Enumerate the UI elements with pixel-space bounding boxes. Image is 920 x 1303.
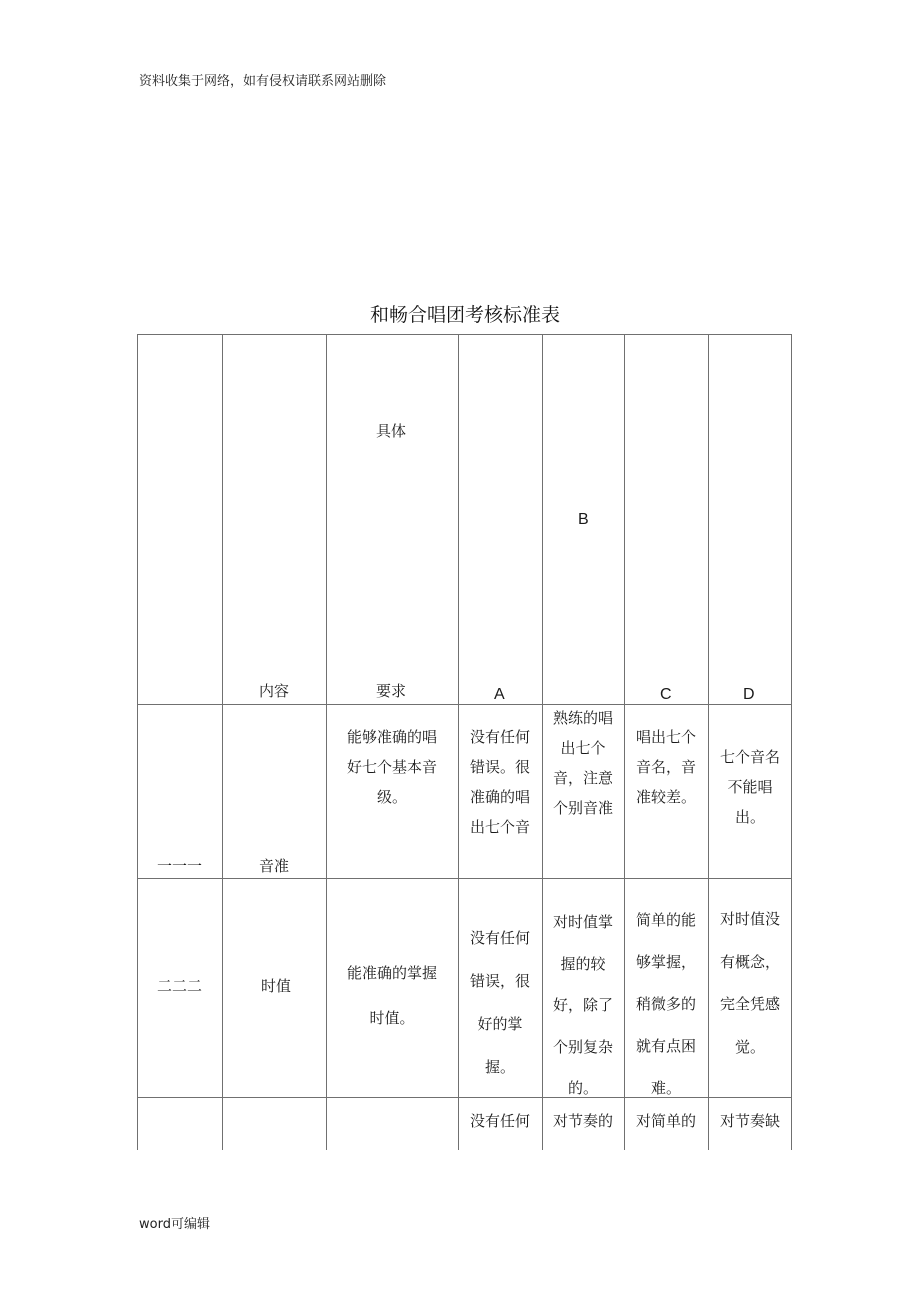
cell-line: 对节奏的 [552, 1112, 613, 1130]
row-grade-a [460, 722, 540, 842]
header-grade-c: C [660, 686, 672, 703]
row-item: 音准 [259, 857, 290, 875]
row-grade-a [460, 917, 540, 1089]
cell-line: 出七个 [560, 739, 606, 757]
cell-line: 没有任何 [469, 929, 530, 947]
header-requirement-bottom: 要求 [376, 682, 407, 700]
cell-line: 有概念， [719, 952, 780, 971]
cell-line: 时值。 [369, 1009, 415, 1027]
cell-line: 准确的唱 [469, 788, 530, 806]
cell-line: 没有任何 [469, 1112, 530, 1130]
table-column-line [326, 334, 327, 1150]
cell-line: 错误，很 [469, 972, 530, 990]
row-grade-a [460, 1111, 540, 1132]
cell-line: 对简单的 [635, 1112, 696, 1130]
row-grade-c [626, 1111, 706, 1132]
row-grade-d [710, 898, 790, 1068]
header-grade-d: D [743, 686, 755, 703]
cell-line: 个别复杂 [552, 1037, 613, 1056]
cell-line: 熟练的唱 [552, 709, 613, 727]
cell-line: 错误。很 [469, 758, 530, 776]
cell-line: 好的掌 [477, 1015, 523, 1033]
row-grade-d [710, 1111, 790, 1132]
cell-line: 握。 [484, 1058, 515, 1076]
cell-line: 个别音准 [552, 799, 613, 817]
cell-line: 不能唱 [727, 778, 773, 796]
cell-line: 音名，音 [635, 758, 696, 776]
table-column-line [708, 334, 709, 1150]
cell-line: 简单的能 [635, 911, 696, 929]
table-column-line [137, 334, 138, 1150]
table-row-divider [137, 704, 792, 705]
document-title: 和畅合唱团考核标准表 [369, 304, 560, 326]
row-index: 二二二 [157, 977, 203, 995]
table-column-line [542, 334, 543, 1150]
cell-line: 级。 [376, 788, 407, 806]
cell-line: 的。 [567, 1079, 598, 1097]
cell-line: 出。 [734, 808, 765, 826]
row-item: 时值 [261, 977, 292, 995]
cell-line: 稍微多的 [635, 995, 696, 1013]
cell-line: 准较差。 [635, 788, 696, 806]
cell-line: 就有点困 [635, 1037, 696, 1055]
cell-line: 对节奏缺 [719, 1112, 780, 1130]
table-column-line [222, 334, 223, 1150]
cell-line: 能够准确的唱 [346, 728, 437, 746]
table-column-line [624, 334, 625, 1150]
row-grade-c [626, 722, 706, 812]
row-grade-c [626, 899, 706, 1109]
row-grade-b [544, 703, 622, 823]
table-row-divider [137, 878, 792, 879]
row-grade-d [710, 742, 790, 832]
table-border-top [137, 334, 792, 335]
cell-line: 够掌握， [635, 953, 696, 971]
table-column-line [458, 334, 459, 1150]
cell-line: 难。 [650, 1079, 681, 1097]
cell-line: 觉。 [734, 1037, 765, 1056]
row-index: 一一一 [157, 857, 203, 875]
cell-line: 完全凭感 [719, 995, 780, 1013]
footer-note: word可编辑 [139, 1217, 210, 1232]
header-note: 资料收集于网络，如有侵权请联系网站删除 [139, 74, 387, 89]
row-grade-b [544, 1111, 622, 1132]
row-requirement [333, 722, 451, 812]
cell-line: 对时值掌 [552, 913, 613, 931]
header-grade-b: B [578, 511, 589, 528]
cell-line: 好，除了 [552, 996, 613, 1014]
header-grade-a: A [494, 686, 505, 703]
header-content: 内容 [259, 682, 290, 700]
header-requirement-top: 具体 [376, 422, 407, 440]
cell-line: 能准确的掌握 [346, 964, 437, 982]
row-requirement [333, 951, 451, 1041]
cell-line: 唱出七个 [635, 728, 696, 746]
cell-line: 好七个基本音 [346, 758, 437, 776]
table-column-line [791, 334, 792, 1150]
cell-line: 握的较 [560, 954, 606, 973]
cell-line: 没有任何 [469, 728, 530, 746]
cell-line: 音，注意 [552, 769, 613, 787]
cell-line: 出七个音 [469, 818, 530, 836]
cell-line: 对时值没 [719, 910, 780, 928]
cell-line: 七个音名 [719, 748, 780, 766]
row-grade-b [544, 902, 622, 1110]
